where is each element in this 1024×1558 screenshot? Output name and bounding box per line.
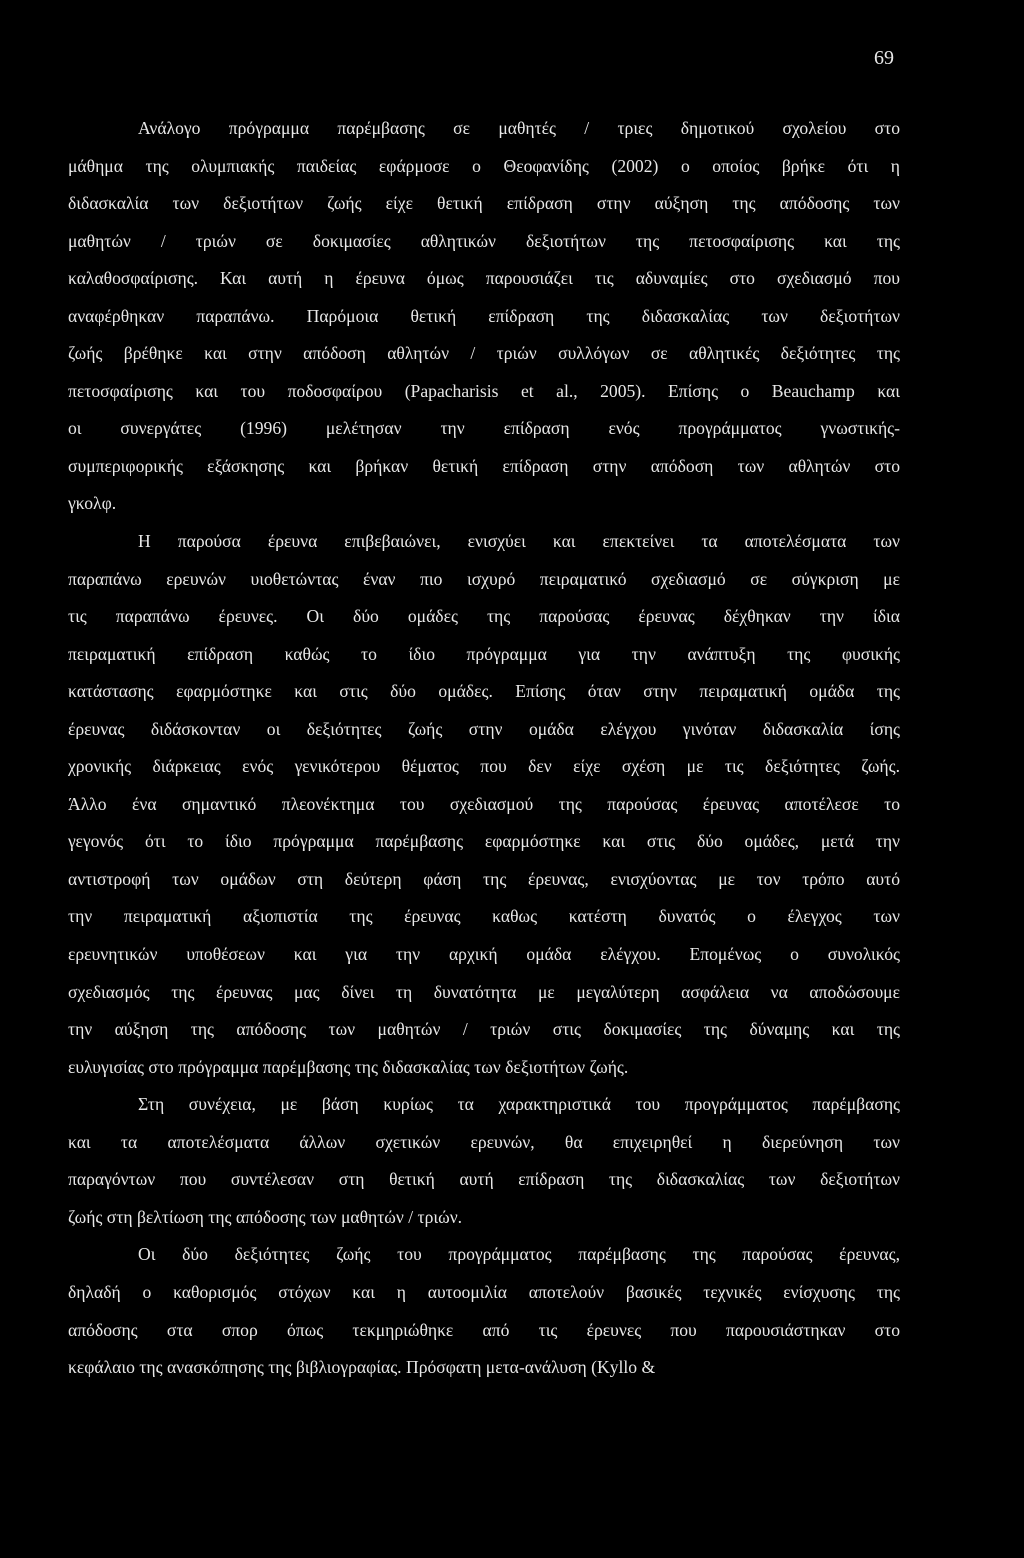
text-line: ερευνητικών υποθέσεων και για την αρχική ομάδα ελέγχου. Επομένως ο συνολικός: [68, 944, 900, 965]
text-line: Ανάλογο πρόγραμμα παρέμβασης σε μαθητές / τριες δημοτικού σχολείου στο: [138, 118, 900, 138]
text-line: πειραματική επίδραση καθώς το ίδιο πρόγραμμα για την ανάπτυξη της φυσικής: [68, 643, 900, 664]
text-line: καλαθοσφαίρισης. Και αυτή η έρευνα όμως παρουσιάζει τις αδυναμίες στο σχεδιασμό που: [68, 268, 900, 289]
text-line: ευλυγισίας στο πρόγραμμα παρέμβασης της διδασκαλίας των δεξιοτήτων ζωής.: [68, 1056, 629, 1077]
text-line: δηλαδή ο καθορισμός στόχων και η αυτοομιλία αποτελούν βασικές τεχνικές ενίσχυσης της: [68, 1281, 900, 1302]
text-line: γεγονός ότι το ίδιο πρόγραμμα παρέμβασης εφαρμόστηκε και στις δύο ομάδες, μετά την: [68, 831, 900, 852]
text-line: Η παρούσα έρευνα επιβεβαιώνει, ενισχύει και επεκτείνει τα αποτελέσματα των: [138, 531, 900, 552]
text-line: οι συνεργάτες (1996) μελέτησαν την επίδραση ενός προγράμματος γνωστικής-: [68, 418, 900, 439]
text-line: ζωής βρέθηκε και στην απόδοση αθλητών / τριών συλλόγων σε αθλητικές δεξιότητες της: [68, 343, 900, 364]
text-line: τις παραπάνω έρευνες. Οι δύο ομάδες της παρούσας έρευνας δέχθηκαν την ίδια: [68, 606, 900, 627]
body-text: [68, 110, 900, 1387]
text-line: κεφάλαιο της ανασκόπησης της βιβλιογραφίας. Πρόσφατη μετα-ανάλυση (Kyllo &: [68, 1357, 656, 1378]
text-line: ζωής στη βελτίωση της απόδοσης των μαθητών / τριών.: [68, 1206, 463, 1227]
text-line: σχεδιασμός της έρευνας μας δίνει τη δυνατότητα με μεγαλύτερη ασφάλεια να αποδώσουμε: [68, 981, 900, 1002]
text-line: την πειραματική αξιοπιστία της έρευνας καθως κατέστη δυνατός ο έλεγχος των: [68, 906, 900, 927]
text-line: κατάστασης εφαρμόστηκε και στις δύο ομάδες. Επίσης όταν στην πειραματική ομάδα της: [68, 681, 900, 702]
text-line: γκολφ.: [68, 493, 117, 514]
text-line: απόδοσης στα σπορ όπως τεκμηριώθηκε από τις έρευνες που παρουσιάστηκαν στο: [68, 1319, 900, 1340]
text-line: αντιστροφή των ομάδων στη δεύτερη φάση της έρευνας, ενισχύοντας με τον τρόπο αυτό: [68, 868, 900, 889]
text-line: Άλλο ένα σημαντικό πλεονέκτημα του σχεδιασμού της παρούσας έρευνας αποτέλεσε το: [68, 793, 900, 814]
text-line: και τα αποτελέσματα άλλων σχετικών ερευνών, θα επιχειρηθεί η διερεύνηση των: [68, 1131, 900, 1152]
text-line: έρευνας διδάσκονταν οι δεξιότητες ζωής στην ομάδα ελέγχου γινόταν διδασκαλία ίσης: [68, 718, 900, 739]
text-line: Οι δύο δεξιότητες ζωής του προγράμματος παρέμβασης της παρούσας έρευνας,: [138, 1244, 900, 1265]
text-line: συμπεριφορικής εξάσκησης και βρήκαν θετική επίδραση στην απόδοση των αθλητών στο: [68, 455, 900, 476]
text-line: χρονικής διάρκειας ενός γενικότερου θέματος που δεν είχε σχέση με τις δεξιότητες ζωής.: [68, 756, 900, 777]
page-number: 69: [874, 47, 894, 69]
text-line: αναφέρθηκαν παραπάνω. Παρόμοια θετική επίδραση της διδασκαλίας των δεξιοτήτων: [68, 305, 900, 326]
text-line: πετοσφαίρισης και του ποδοσφαίρου (Papacharisis et al., 2005). Επίσης ο Beauchamp και: [68, 380, 900, 401]
text-line: παραπάνω ερευνών υιοθετώντας έναν πιο ισχυρό πειραματικό σχεδιασμό σε σύγκριση με: [68, 568, 900, 589]
text-line: παραγόντων που συντέλεσαν στη θετική αυτή επίδραση της διδασκαλίας των δεξιοτήτων: [68, 1169, 900, 1190]
text-line: Στη συνέχεια, με βάση κυρίως τα χαρακτηριστικά του προγράμματος παρέμβασης: [138, 1094, 900, 1115]
text-line: μάθημα της ολυμπιακής παιδείας εφάρμοσε ο Θεοφανίδης (2002) ο οποίος βρήκε ότι η: [68, 155, 900, 176]
text-line: διδασκαλία των δεξιοτήτων ζωής είχε θετική επίδραση στην αύξηση της απόδοσης των: [68, 193, 900, 214]
text-line: μαθητών / τριών σε δοκιμασίες αθλητικών δεξιοτήτων της πετοσφαίρισης και της: [68, 230, 900, 251]
text-line: την αύξηση της απόδοσης των μαθητών / τριών στις δοκιμασίες της δύναμης και της: [68, 1019, 900, 1040]
